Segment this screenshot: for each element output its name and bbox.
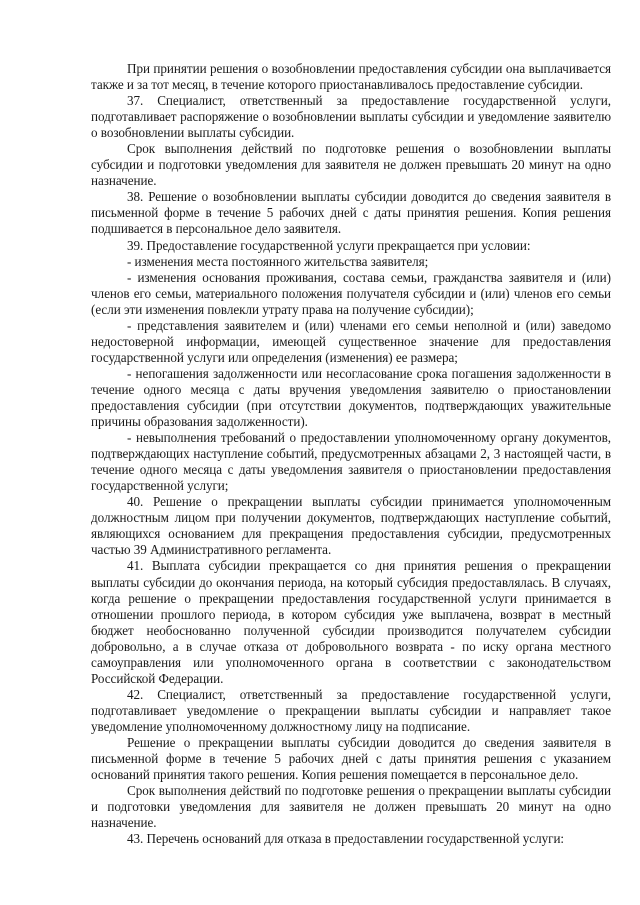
paragraph: Срок выполнения действий по подготовке решения о возобновлении выплаты субсидии и подготовки уведомления для заявителя не должен превышать 20 минут на одно назначение. [91, 141, 611, 189]
paragraph: При принятии решения о возобновлении предоставления субсидии она выплачивается также и за тот месяц, в течение которого приостанавливалось предоставление субсидии. [91, 61, 611, 93]
list-item: - непогашения задолженности или несогласование срока погашения задолженности в течение одного месяца с даты вручения уведомления заявителю о приостановлении предоставления субсидии (при отсутствии документов, подтверждающих уважительные причины образования задолженности). [91, 365, 611, 430]
paragraph: 42. Специалист, ответственный за предоставление государственной услуги, подготавливает уведомление о прекращении выплаты субсидии и направляет такое уведомление уполномоченному должностному лицу на подписание. [91, 686, 611, 734]
paragraph: Решение о прекращении выплаты субсидии доводится до сведения заявителя в письменной форме в течение 5 рабочих дней с даты принятия решения с указанием оснований принятия такого решения. Копия решения помещается в персональное дело. [91, 734, 611, 783]
paragraph: 38. Решение о возобновлении выплаты субсидии доводится до сведения заявителя в письменной форме в течение 5 рабочих дней с даты принятия решения. Копия решения подшивается в персональное дело заявителя. [91, 189, 611, 237]
paragraph: 40. Решение о прекращении выплаты субсидии принимается уполномоченным должностным лицом при получении документов, подтверждающих наступление событий, являющихся основанием для прекращения предоставления субсидии, предусмотренных частью 39 Административного регламента. [91, 494, 611, 558]
list-item: - представления заявителем и (или) членами его семьи неполной и (или) заведомо недостоверной информации, имеющей существенное значение для предоставления государственной услуги или определения (изменения) ее размера; [91, 317, 611, 365]
list-item: - невыполнения требований о предоставлении уполномоченному органу документов, подтверждающих наступление событий, предусмотренных абзацами 2, 3 настоящей части, в течение одного месяца с даты уведомления заявителя о приостановлении предоставления государственной услуги; [91, 430, 611, 494]
paragraph: 37. Специалист, ответственный за предоставление государственной услуги, подготавливает распоряжение о возобновлении выплаты субсидии и уведомление заявителю о возобновлении выплаты субсидии. [91, 93, 611, 141]
paragraph: 43. Перечень оснований для отказа в предоставлении государственной услуги: [127, 831, 565, 847]
list-item: - изменения основания проживания, состава семьи, гражданства заявителя и (или) членов его семьи, материального положения получателя субсидии и (или) членов его семьи (если эти изменения повлекли утрату права на получение субсидии); [91, 269, 611, 317]
paragraph: Срок выполнения действий по подготовке решения о прекращении выплаты субсидии и подготовки уведомления для заявителя не должен превышать 20 минут на одно назначение. [91, 783, 611, 831]
paragraph: 39. Предоставление государственной услуги прекращается при условии: [127, 237, 531, 253]
paragraph: 41. Выплата субсидии прекращается со дня принятия решения о прекращении выплаты субсидии до окончания периода, на который субсидия предоставлялась. В случаях, когда решение о прекращении предоставления государственной услуги принимается в отношении прошлого периода, в котором субсидия уже выплачена, возврат в местный бюджет необоснованно полученной субсидии производится получателем субсидии добровольно, а в случае отказа от добровольного возврата - по иску органа местного самоуправления или уполномоченного органа в соответствии с законодательством Российской Федерации. [91, 558, 611, 686]
list-item: - изменения места постоянного жительства заявителя; [127, 253, 429, 269]
